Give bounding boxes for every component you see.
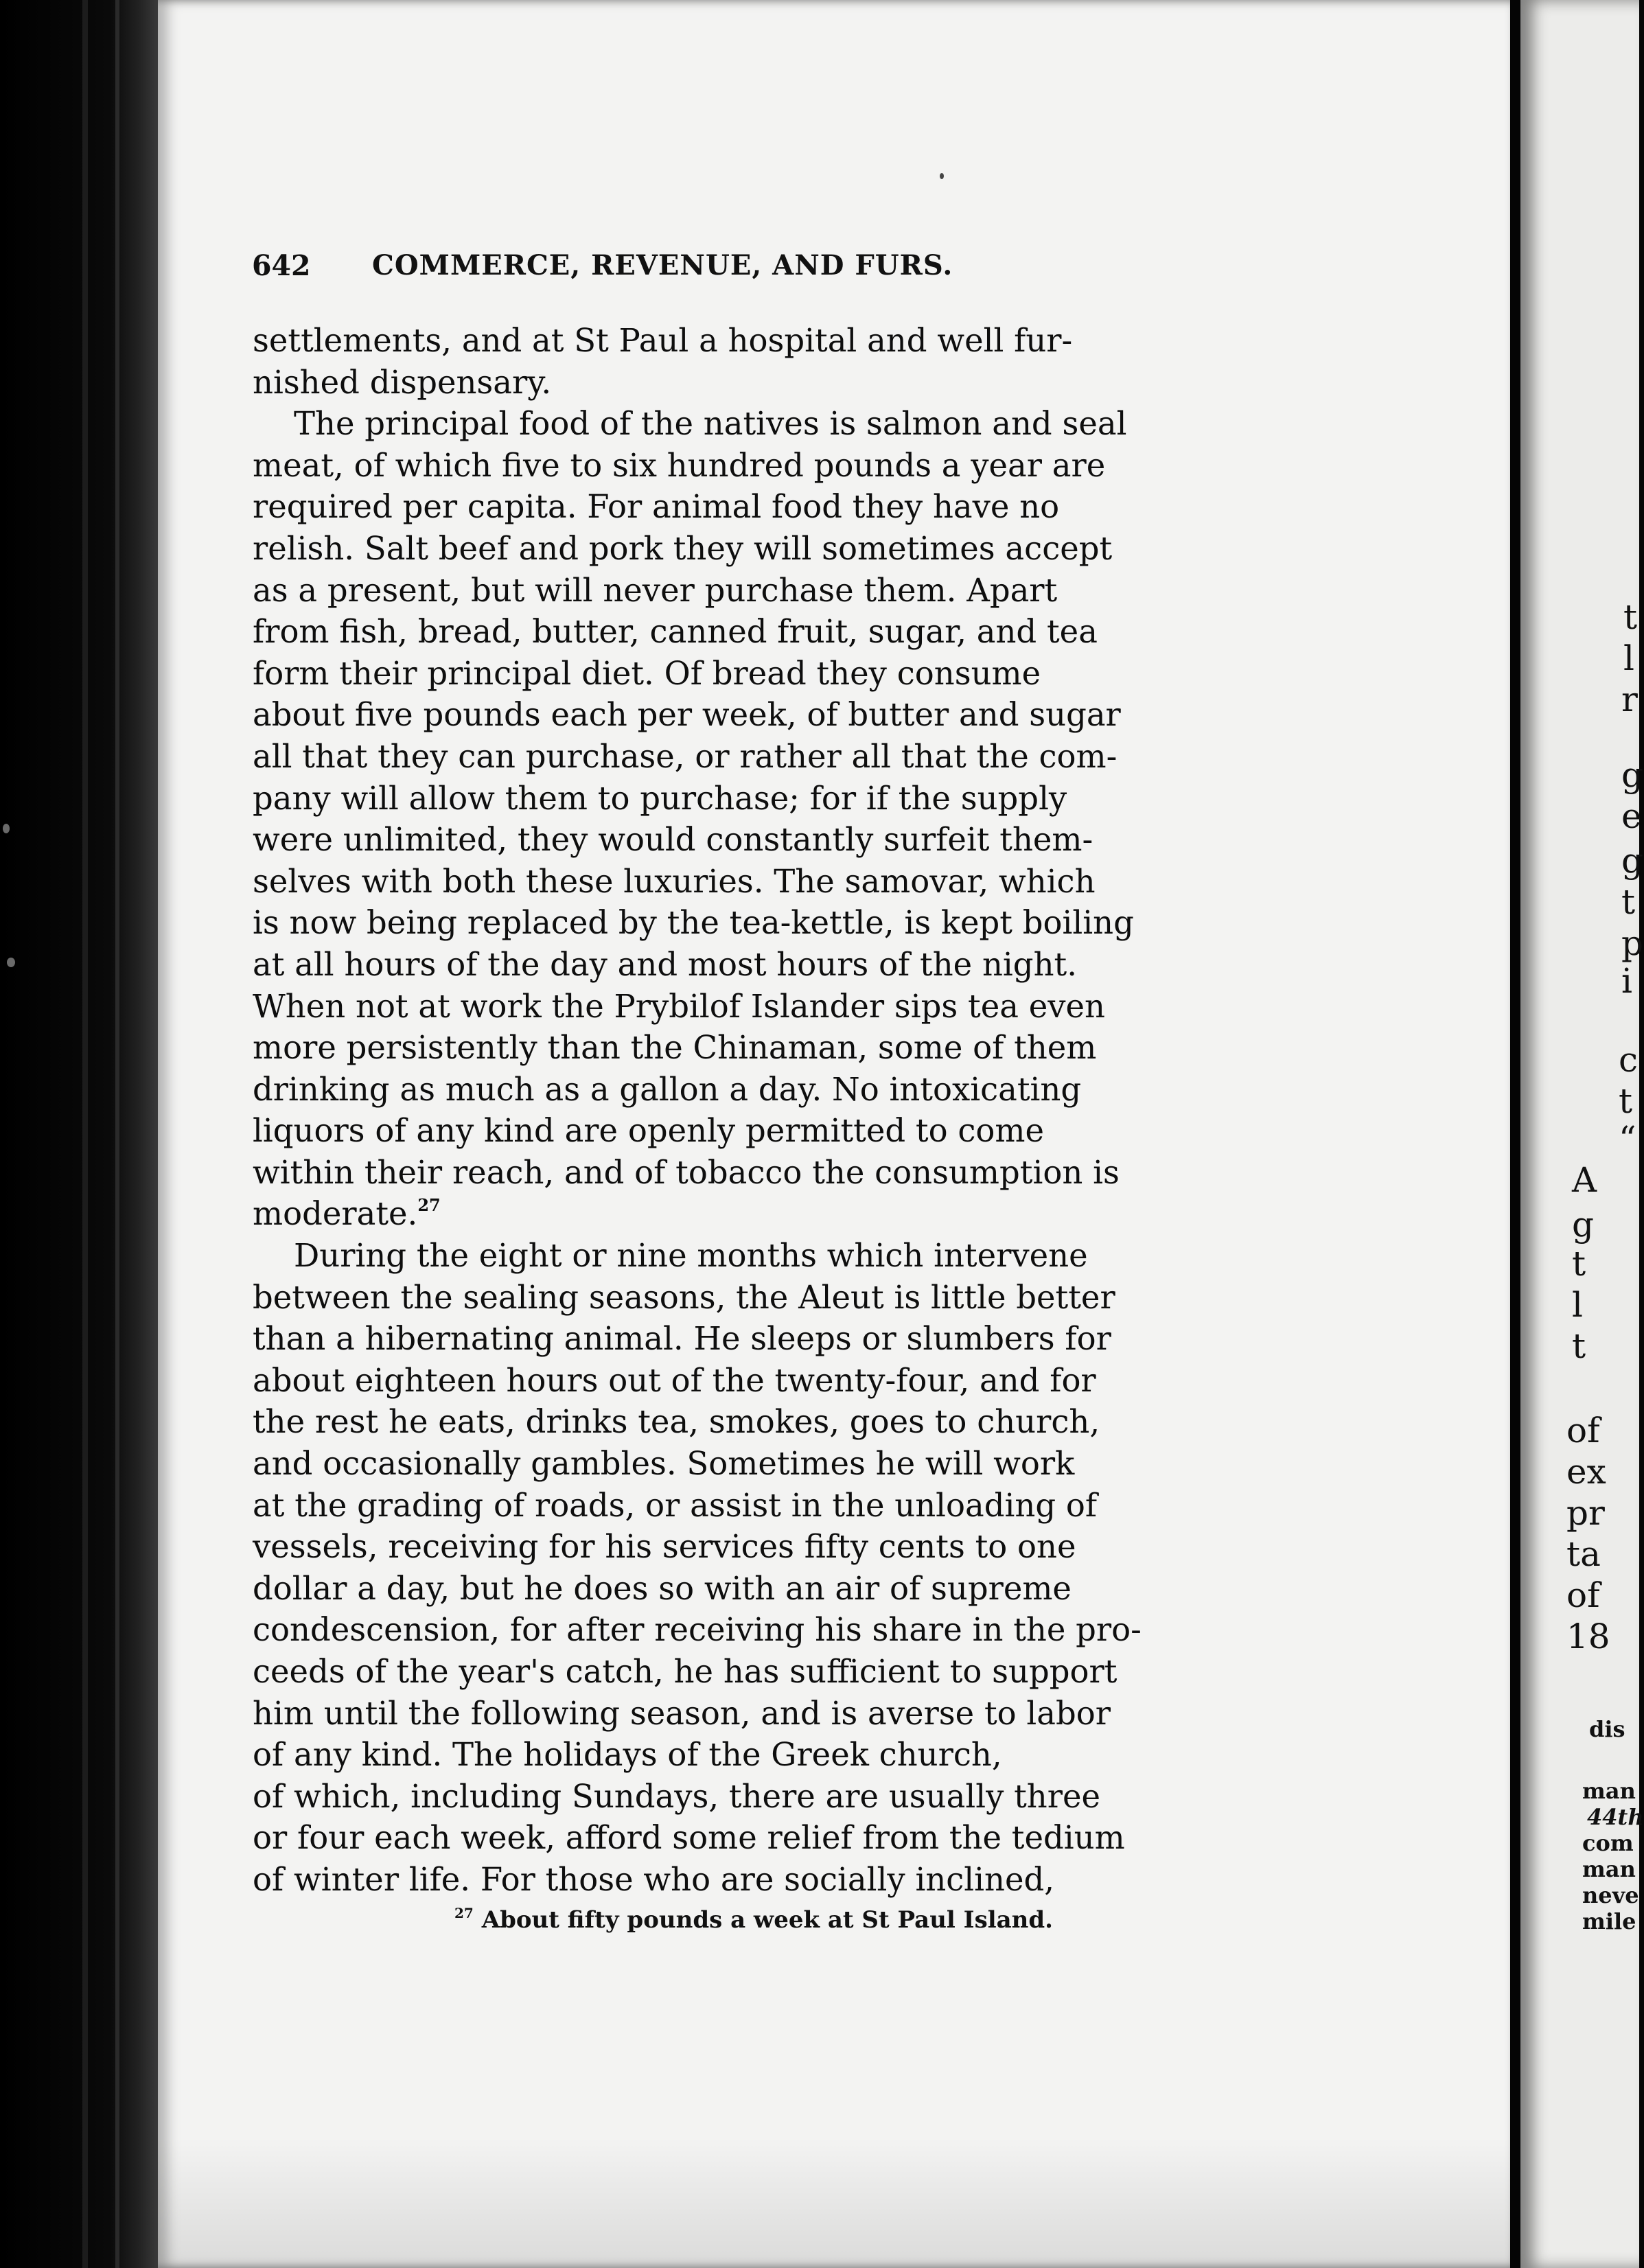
text-line: liquors of any kind are openly permitted to come <box>253 1112 1045 1150</box>
body-text <box>253 320 1339 1901</box>
facing-page-fragment: man <box>1582 1778 1636 1804</box>
facing-page-fragment: g <box>1572 1205 1595 1245</box>
text-line: between the sealing seasons, the Aleut is little better <box>253 1278 1115 1316</box>
text-line: more persistently than the Chinaman, some of them <box>253 1029 1097 1067</box>
text-line: were unlimited, they would constantly surfeit them- <box>253 821 1093 859</box>
facing-page-fragment: t <box>1619 1081 1633 1121</box>
facing-page-fragment: t <box>1621 882 1636 922</box>
text-line: the rest he eats, drinks tea, smokes, goes to church, <box>253 1403 1100 1441</box>
facing-page-fragment: r <box>1621 680 1638 719</box>
text-line: at all hours of the day and most hours of the night. <box>253 945 1077 983</box>
facing-page-fragment: com <box>1582 1830 1634 1856</box>
text-line: required per capita. For animal food they have no <box>253 488 1060 526</box>
text-line: During the eight or nine months which intervene <box>294 1237 1088 1275</box>
text-line: within their reach, and of tobacco the consumption is <box>253 1153 1120 1191</box>
edge-speck <box>3 824 10 833</box>
footnote-marker: 27 <box>454 1905 474 1921</box>
facing-page-fragment: l <box>1572 1285 1583 1325</box>
facing-page-fragment: g <box>1621 841 1644 881</box>
binding-stripe <box>82 0 88 2268</box>
text-line: nished dispensary. <box>253 363 552 401</box>
text-line: The principal food of the natives is salmon and seal <box>294 405 1127 443</box>
text-line: is now being replaced by the tea-kettle, is kept boiling <box>253 904 1134 942</box>
facing-page-fragment: “ <box>1619 1119 1636 1159</box>
dust-speck <box>940 173 944 179</box>
footnote <box>454 1906 1053 1934</box>
facing-page-fragment: t <box>1572 1326 1586 1366</box>
facing-page-fragment: c <box>1619 1040 1639 1080</box>
text-line: settlements, and at St Paul a hospital and well fur- <box>253 322 1073 359</box>
facing-page-fragment: pr <box>1566 1493 1605 1533</box>
text-line: ceeds of the year's catch, he has sufficient to support <box>253 1653 1118 1690</box>
page-number: 642 <box>252 249 311 282</box>
binding-stripe <box>115 0 119 2268</box>
facing-page-fragment: man <box>1582 1856 1636 1882</box>
facing-page-fragment: ex <box>1566 1452 1606 1492</box>
text-line: pany will allow them to purchase; for if the supply <box>253 779 1067 817</box>
text-line: form their principal diet. Of bread they consume <box>253 654 1041 692</box>
facing-page-fragment: of <box>1566 1411 1600 1450</box>
facing-page-fragment: p <box>1621 923 1644 963</box>
running-head: COMMERCE, REVENUE, AND FURS. <box>372 249 953 281</box>
text-line-with-footnote-ref <box>253 1193 1339 1235</box>
text-line: all that they can purchase, or rather all that the com- <box>253 737 1118 775</box>
text-line: from fish, bread, butter, canned fruit, sugar, and tea <box>253 613 1098 651</box>
facing-page-fragment: l <box>1623 638 1634 678</box>
edge-speck <box>7 958 15 967</box>
text-line: relish. Salt beef and pork they will sometimes accept <box>253 529 1113 567</box>
text-line: about eighteen hours out of the twenty-four, and for <box>253 1361 1096 1399</box>
text-line: moderate. <box>253 1195 418 1233</box>
facing-page-fragment: 44th <box>1587 1804 1644 1830</box>
facing-page-fragment: A <box>1572 1160 1597 1200</box>
text-line: of which, including Sundays, there are usually three <box>253 1777 1101 1815</box>
facing-page-fragment: mile <box>1582 1908 1636 1934</box>
text-line: at the grading of roads, or assist in the unloading of <box>253 1486 1098 1524</box>
facing-page-fragment: neve <box>1582 1882 1639 1908</box>
text-line: or four each week, afford some relief from the tedium <box>253 1819 1125 1857</box>
facing-page-fragment: i <box>1621 961 1632 1001</box>
text-line: vessels, receiving for his services fifty cents to one <box>253 1528 1076 1566</box>
page-header <box>252 249 1350 290</box>
facing-page-fragment: g <box>1621 755 1644 795</box>
facing-page-fragment: t <box>1623 597 1638 637</box>
text-line: condescension, for after receiving his share in the pro- <box>253 1611 1142 1649</box>
text-line: of any kind. The holidays of the Greek church, <box>253 1736 1002 1774</box>
facing-page-fragment: dis <box>1589 1716 1625 1742</box>
text-line: dollar a day, but he does so with an air of supreme <box>253 1569 1072 1607</box>
text-line: When not at work the Prybilof Islander sips tea even <box>253 987 1105 1025</box>
page-shadow <box>158 2138 1520 2268</box>
facing-page-fragment: ta <box>1566 1534 1601 1574</box>
book-binding-edge <box>0 0 158 2268</box>
text-line: about five pounds each per week, of butter and sugar <box>253 696 1121 734</box>
text-line: meat, of which five to six hundred pounds a year are <box>253 446 1106 484</box>
text-line: drinking as much as a gallon a day. No intoxicating <box>253 1070 1082 1108</box>
text-line: and occasionally gambles. Sometimes he will work <box>253 1445 1075 1483</box>
footnote-reference: 27 <box>417 1195 441 1216</box>
facing-page-fragment: of <box>1566 1575 1600 1615</box>
text-line: as a present, but will never purchase them. Apart <box>253 571 1058 609</box>
text-line: than a hibernating animal. He sleeps or slumbers for <box>253 1320 1111 1358</box>
text-line: him until the following season, and is averse to labor <box>253 1694 1111 1732</box>
facing-page-fragment: e <box>1621 796 1642 836</box>
facing-page-fragment: t <box>1572 1244 1586 1284</box>
footnote-text: About fifty pounds a week at St Paul Island. <box>481 1906 1054 1934</box>
text-line: of winter life. For those who are socially inclined, <box>253 1860 1055 1898</box>
facing-page-fragment: 18 <box>1566 1617 1610 1656</box>
text-line: selves with both these luxuries. The samovar, which <box>253 862 1096 900</box>
